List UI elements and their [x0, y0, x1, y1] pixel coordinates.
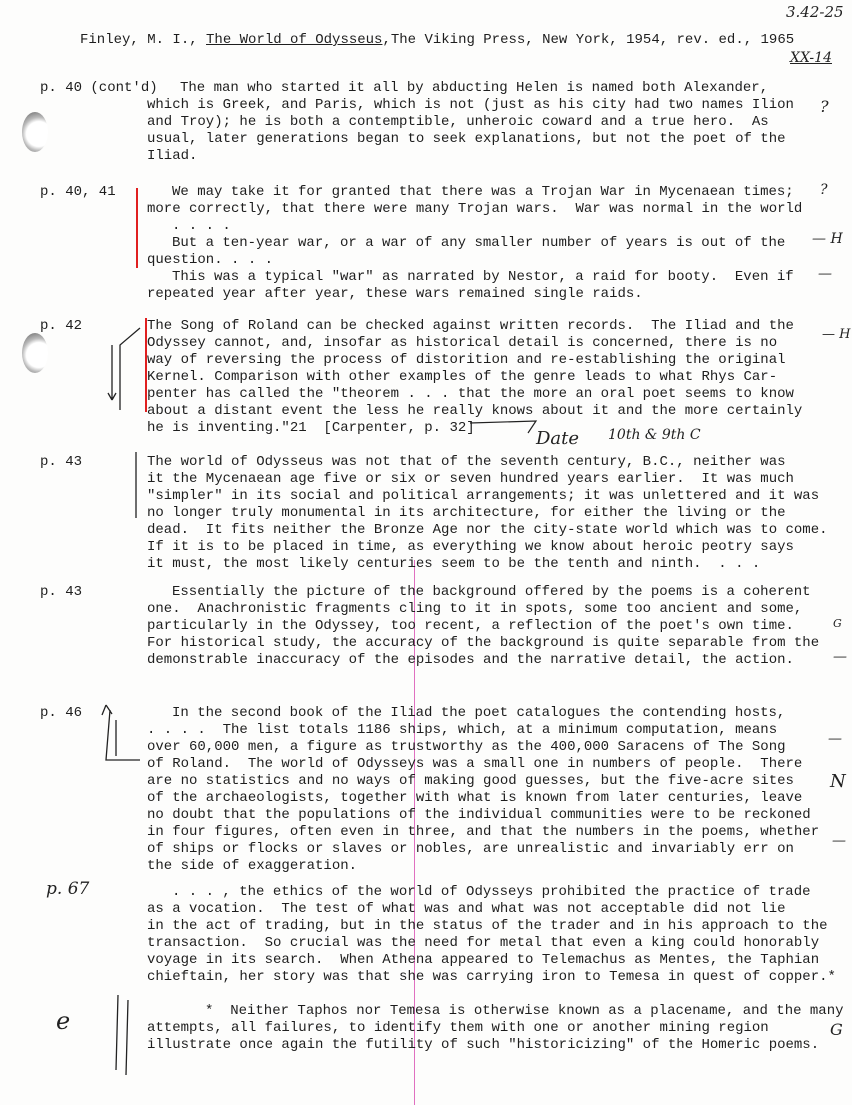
citation-publication: ,The Viking Press, New York, 1954, rev. ed., 1965	[382, 32, 795, 48]
margin-mark: N	[830, 771, 846, 792]
text-line: In the second book of the Iliad the poet catalogues the contending hosts,	[172, 705, 786, 721]
margin-mark: —	[818, 266, 832, 282]
text-line: transaction. So crucial was the need for metal that even a king could honorably	[147, 935, 820, 951]
margin-mark: ?	[820, 182, 828, 198]
margin-mark: G	[830, 1020, 843, 1039]
text-line: no longer truly monumental in its architecture, for either the living or the	[147, 505, 786, 521]
margin-mark: —	[832, 833, 846, 849]
text-line: We may take it for granted that there was a Trojan War in Mycenaean times;	[172, 184, 794, 200]
text-line: But a ten-year war, or a war of any smaller number of years is out of the	[172, 235, 786, 251]
text-line: . . . , the ethics of the world of Odysseys prohibited the practice of trade	[172, 884, 811, 900]
text-line: over 60,000 men, a figure as trustworthy as the 400,000 Saracens of The Song	[147, 739, 786, 755]
text-line: no doubt that the populations of the individual communities were to be reckoned	[147, 807, 811, 823]
page-reference-label: p. 43	[40, 454, 83, 470]
margin-mark: —	[833, 649, 847, 665]
handwritten-date-note: Date	[536, 428, 580, 449]
text-line: and Troy); he is both a contemptible, unheroic coward and a true hero. As	[147, 114, 769, 130]
margin-mark: — H	[822, 327, 851, 342]
margin-mark: — H	[812, 231, 843, 247]
section-code: XX-14	[790, 50, 832, 66]
text-line: illustrate once again the futility of such "historicizing" of the Homeric poems.	[147, 1037, 820, 1053]
citation-author: Finley, M. I.,	[80, 32, 207, 48]
text-line: voyage in its search. When Athena appeared to Telemachus as Mentes, the Taphian	[147, 952, 820, 968]
margin-mark: —	[828, 731, 842, 747]
text-line: If it is to be placed in time, as everything we know about heroic peotry says	[147, 539, 794, 555]
text-line: Essentially the picture of the background offered by the poems is a coherent	[172, 584, 811, 600]
text-line: * Neither Taphos nor Temesa is otherwise known as a placename, and the many	[205, 1003, 844, 1019]
text-line: repeated year after year, these wars remained single raids.	[147, 286, 643, 302]
text-line: dead. It fits neither the Bronze Age nor the city-state world which was to come.	[147, 522, 828, 538]
text-line: . . . .	[172, 218, 231, 234]
text-line: This was a typical "war" as narrated by Nestor, a raid for booty. Even if	[172, 269, 794, 285]
text-line: The Song of Roland can be checked against written records. The Iliad and the	[147, 318, 794, 334]
margin-mark: G	[833, 617, 842, 630]
text-line: it must, the most likely centuries seem to be the tenth and ninth. . . .	[147, 556, 761, 572]
text-line: which is Greek, and Paris, which is not (just as his city had two names Ilion	[147, 97, 794, 113]
text-line: usual, later generations began to seek explanations, but not the poet of the	[147, 131, 786, 147]
file-code: 3.42-25	[786, 3, 844, 21]
text-line: he is inventing."21 [Carpenter, p. 32]	[147, 420, 475, 436]
text-line: more correctly, that there were many Trojan wars. War was normal in the world	[147, 201, 803, 217]
text-line: as a vocation. The test of what was and what was not acceptable did not lie	[147, 901, 786, 917]
citation-title: The World of Odysseus	[206, 32, 383, 48]
text-line: The man who started it all by abducting Helen is named both Alexander,	[180, 80, 769, 96]
text-line: in the act of trading, but in the status of the trader and in his approach to the	[147, 918, 828, 934]
text-line: of Roland. The world of Odysseys was a small one in numbers of people. There	[147, 756, 803, 772]
margin-mark: ?	[820, 97, 829, 116]
margin-mark: e	[56, 1007, 71, 1035]
text-line: one. Anachronistic fragments cling to it in spots, some too ancient and some,	[147, 601, 803, 617]
text-line: The world of Odysseus was not that of the seventh century, B.C., neither was	[147, 454, 786, 470]
text-line: For historical study, the accuracy of the background is quite separable from the	[147, 635, 820, 651]
text-line: Kernel. Comparison with other examples of the genre leads to what Rhys Car-	[147, 369, 778, 385]
text-line: particularly in the Odyssey, too recent, a reflection of the poet's own time.	[147, 618, 794, 634]
text-line: demonstrable inaccuracy of the episodes and the narrative detail, the action.	[147, 652, 794, 668]
text-line: penter has called the "theorem . . . that the more an oral poet seems to know	[147, 386, 794, 402]
text-line: attempts, all failures, to identify them with one or another mining region	[147, 1020, 769, 1036]
text-line: question. . . .	[147, 252, 274, 268]
text-line: in four figures, often even in three, and that the numbers in the poems, whether	[147, 824, 820, 840]
text-line: way of reversing the process of distorition and re-establishing the original	[147, 352, 786, 368]
handwritten-century-note: 10th & 9th C	[608, 427, 701, 443]
text-line: . . . . The list totals 1186 ships, which, at a minimum computation, means	[147, 722, 778, 738]
text-line: Iliad.	[147, 148, 198, 164]
text-line: of ships or flocks or slaves or nobles, are unrealistic and invariably err on	[147, 841, 794, 857]
text-line: the side of exaggeration.	[147, 858, 358, 874]
page-reference-label: p. 67	[46, 879, 90, 899]
text-line: it the Mycenaean age five or six or seven hundred years earlier. It was much	[147, 471, 794, 487]
page-reference-label: p. 42	[40, 318, 83, 334]
text-line: Odyssey cannot, and, insofar as historical detail is concerned, there is no	[147, 335, 778, 351]
page-reference-label: p. 46	[40, 705, 83, 721]
page-reference-label: p. 40 (cont'd)	[40, 80, 158, 96]
text-line: are no statistics and no ways of making good guesses, but the five-acre sites	[147, 773, 794, 789]
page-reference-label: p. 40, 41	[40, 184, 116, 200]
text-line: chieftain, her story was that she was carrying iron to Temesa in quest of copper.*	[147, 969, 836, 985]
page-reference-label: p. 43	[40, 584, 83, 600]
text-line: of the archaeologists, together with what is known from later centuries, leave	[147, 790, 803, 806]
text-line: "simpler" in its social and political arrangements; it was unlettered and it was	[147, 488, 820, 504]
text-line: about a distant event the less he really knows about it and the more certainly	[147, 403, 803, 419]
